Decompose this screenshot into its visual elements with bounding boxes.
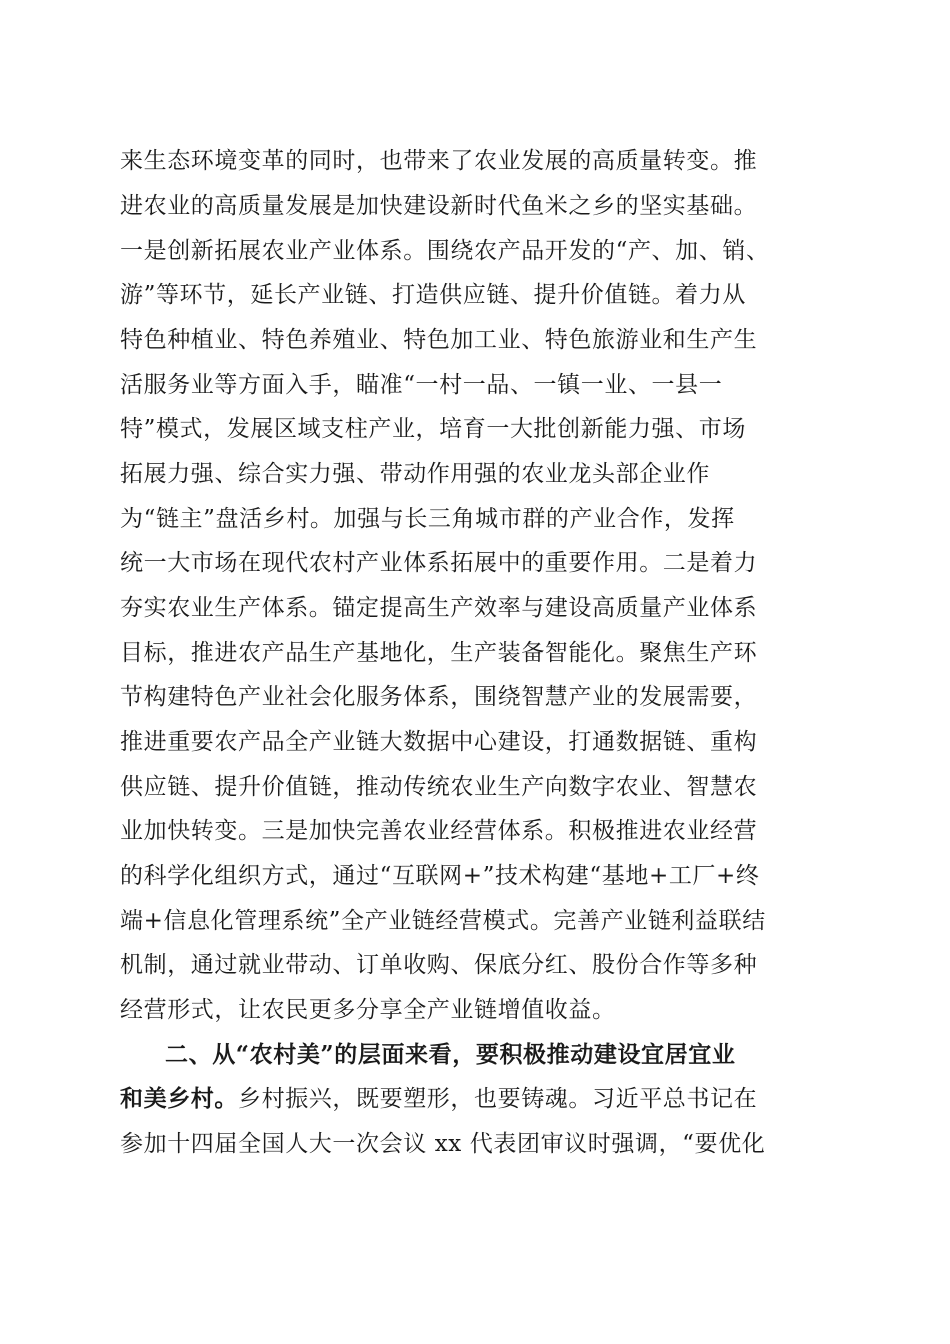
body-line: 端+信息化管理系统”全产业链经营模式。完善产业链利益联结 (120, 908, 766, 934)
body-line: 一是创新拓展农业产业体系。围绕农产品开发的“产、加、销、 (120, 238, 770, 264)
body-line: 夯实农业生产体系。锚定提高生产效率与建设高质量产业体系 (120, 595, 758, 621)
body-line: 统一大市场在现代农村产业体系拓展中的重要作用。二是着力 (120, 550, 758, 576)
body-line: 机制，通过就业带动、订单收购、保底分红、股份合作等多种 (120, 952, 758, 978)
body-line: 特色种植业、特色养殖业、特色加工业、特色旅游业和生产生 (120, 327, 758, 353)
body-line: 进农业的高质量发展是加快建设新时代鱼米之乡的坚实基础。 (120, 193, 758, 219)
body-line: 节构建特色产业社会化服务体系，围绕智慧产业的发展需要， (120, 684, 758, 710)
body-line: 来生态环境变革的同时，也带来了农业发展的高质量转变。推 (120, 148, 758, 174)
body-line: 供应链、提升价值链，推动传统农业生产向数字农业、智慧农 (120, 774, 758, 800)
body-line: 业加快转变。三是加快完善农业经营体系。积极推进农业经营 (120, 818, 758, 844)
body-line: 为“链主”盘活乡村。加强与长三角城市群的产业合作，发挥 (120, 506, 735, 532)
section-heading: 二、从“农村美”的层面来看，要积极推动建设宜居宜业 (165, 1041, 736, 1068)
body-line: 拓展力强、综合实力强、带动作用强的农业龙头部企业作 (120, 461, 710, 487)
body-line: 游”等环节，延长产业链、打造供应链、提升价值链。着力从 (120, 282, 746, 308)
body-line: 活服务业等方面入手，瞄准“一村一品、一镇一业、一县一 (120, 372, 723, 398)
section-heading-end: 和美乡村。 (120, 1085, 238, 1112)
body-line: 推进重要农产品全产业链大数据中心建设，打通数据链、重构 (120, 729, 758, 755)
body-line: 的科学化组织方式，通过“互联网+”技术构建“基地+工厂+终 (120, 863, 760, 889)
body-line: 目标，推进农产品生产基地化，生产装备智能化。聚焦生产环 (120, 640, 758, 666)
section-heading-continuation (120, 1084, 840, 1114)
body-line: 经营形式，让农民更多分享全产业链增值收益。 (120, 997, 616, 1023)
body-line: 特”模式，发展区域支柱产业，培育一大批创新能力强、市场 (120, 416, 746, 442)
body-line: 参加十四届全国人大一次会议 xx 代表团审议时强调，“要优化 (120, 1131, 766, 1157)
body-text: 乡村振兴，既要塑形，也要铸魂。习近平总书记在 (238, 1086, 758, 1112)
